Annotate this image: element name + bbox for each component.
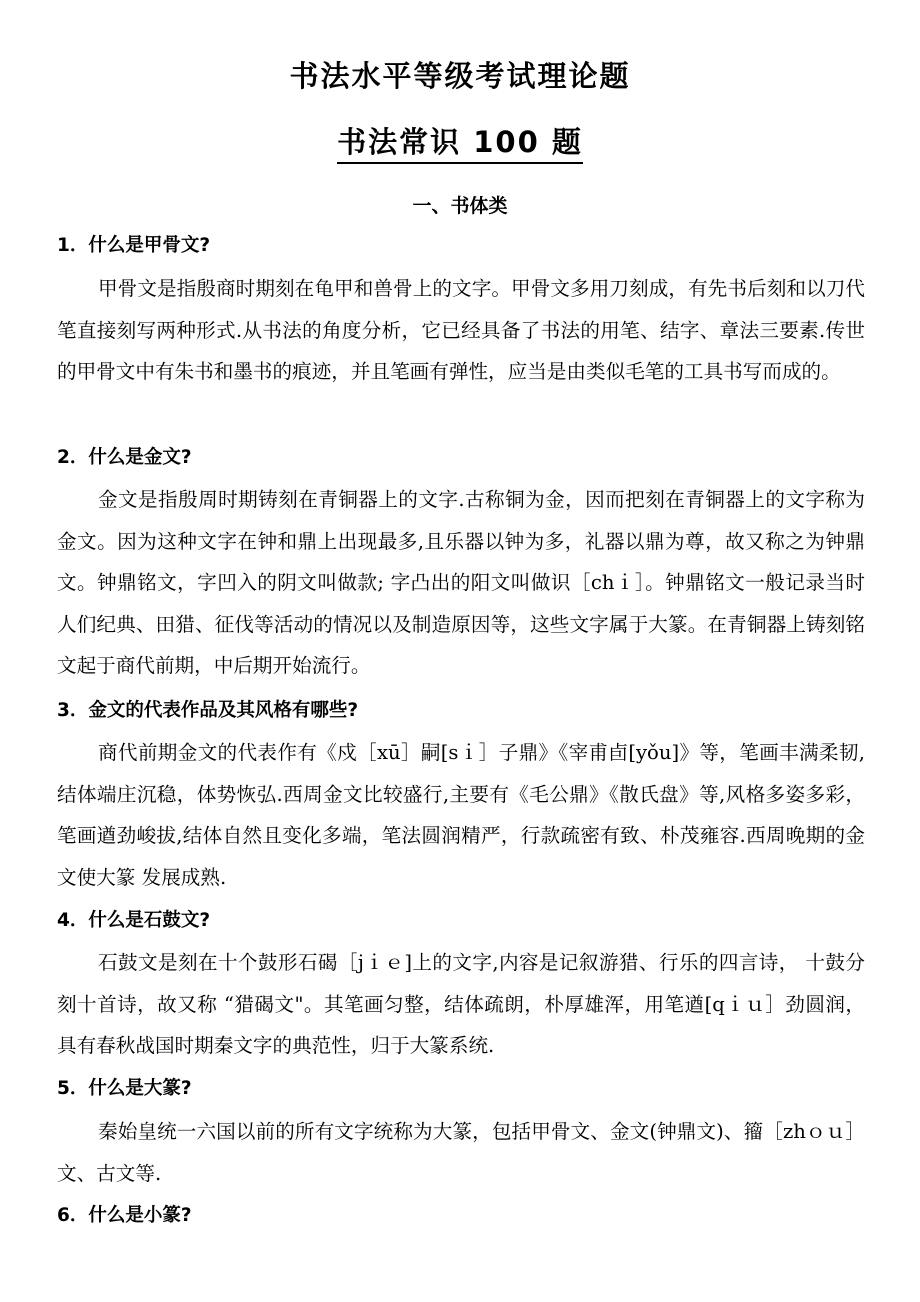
question-5: 5．什么是大篆? xyxy=(57,1078,192,1099)
question-1: 1．什么是甲骨文? xyxy=(57,235,211,256)
document-subtitle xyxy=(0,124,920,164)
question-2: 2．什么是金文? xyxy=(57,447,192,468)
question-4: 4．什么是石鼓文? xyxy=(57,910,211,931)
section-heading: 一、书体类 xyxy=(412,195,508,217)
answer-5: 秦始皇统一六国以前的所有文字统称为大篆，包括甲骨文、金文(钟鼎文)、籀［zhｏｕ］文、古文等. xyxy=(57,1120,865,1185)
answer-1: 甲骨文是指殷商时期刻在龟甲和兽骨上的文字。甲骨文多用刀刻成，有先书后刻和以刀代笔直接刻写两种形式.从书法的角度分析，它已经具备了书法的用笔、结字、章法三要素.传世的甲骨文中有朱书和墨书的痕迹，并且笔画有弹性，应当是由类似毛笔的工具书写而成的。 xyxy=(57,277,865,383)
answer-3: 商代前期金文的代表作有《戍［xū］嗣[sｉ］子鼎》《宰甫卣[yǒu]》等，笔画丰满柔韧,结体端庄沉稳，体势恢弘.西周金文比较盛行,主要有《毛公鼎》《散氏盘》等,风格多姿多彩，笔画遒劲峻拔,结体自然且变化多端，笔法圆润精严，行款疏密有致、朴茂雍容.西周晚期的金文使大篆 发展成熟. xyxy=(57,741,865,889)
document-title: 书法水平等级考试理论题 xyxy=(289,59,631,93)
document-subtitle-text: 书法常识 100 题 xyxy=(337,124,583,164)
answer-2: 金文是指殷周时期铸刻在青铜器上的文字.古称铜为金，因而把刻在青铜器上的文字称为金文。因为这种文字在钟和鼎上出现最多,且乐器以钟为多，礼器以鼎为尊，故又称之为钟鼎文。钟鼎铭文，字凹入的阴文叫做款; 字凸出的阳文叫做识［chｉ］。钟鼎铭文一般记录当时人们纪典、田猎、征伐等活动的情况以及制造原因等，这些文字属于大篆。在青铜器上铸刻铭文起于商代前期，中后期开始流行。 xyxy=(57,488,865,677)
question-6: 6．什么是小篆? xyxy=(57,1205,192,1226)
answer-4: 石鼓文是刻在十个鼓形石碣［jｉｅ]上的文字,内容是记叙游猎、行乐的四言诗， 十鼓分刻十首诗，故又称 “猎碣文"。其笔画匀整，结体疏朗，朴厚雄浑，用笔遒[qｉｕ］劲圆润，具有春秋战国时期秦文字的典范性，归于大篆系统. xyxy=(57,951,865,1057)
question-3: 3．金文的代表作品及其风格有哪些? xyxy=(57,700,359,721)
